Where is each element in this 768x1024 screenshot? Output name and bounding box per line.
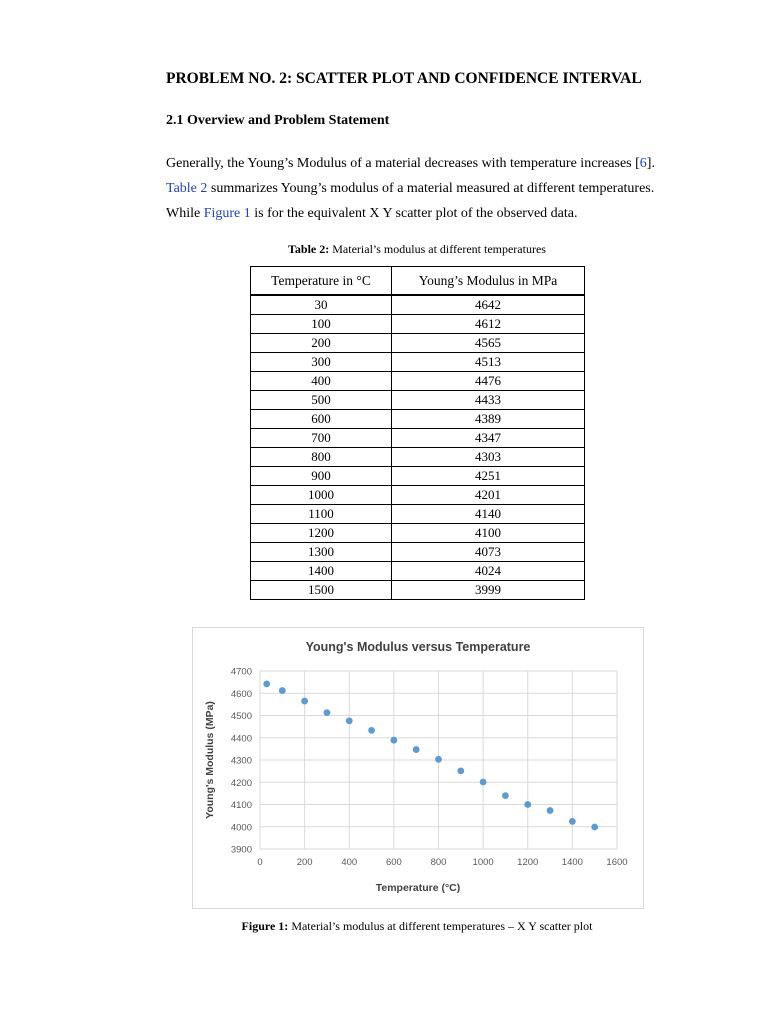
modulus-cell: 3999 [392, 581, 585, 600]
data-point [368, 727, 375, 734]
x-tick-label: 1200 [517, 857, 539, 868]
y-axis-label: Young's Modulus (MPa) [204, 701, 216, 819]
modulus-cell: 4347 [392, 429, 585, 448]
temperature-cell: 1100 [251, 505, 392, 524]
temperature-cell: 1000 [251, 486, 392, 505]
column-header-modulus: Young’s Modulus in MPa [392, 267, 585, 296]
table-row [251, 372, 585, 391]
x-tick-label: 800 [430, 857, 447, 868]
data-point [457, 768, 464, 775]
table-row [251, 486, 585, 505]
paragraph-text: Generally, the Young’s Modulus of a material decreases with temperature increases [ [166, 156, 640, 171]
table-row [251, 410, 585, 429]
table-caption-label: Table 2: [288, 242, 330, 256]
paragraph-line-3 [166, 201, 686, 226]
y-tick-label: 4500 [230, 711, 252, 722]
data-point [480, 779, 487, 786]
data-point [263, 681, 270, 688]
modulus-cell: 4073 [392, 543, 585, 562]
page-heading: PROBLEM NO. 2: SCATTER PLOT AND CONFIDENCE INTERVAL [166, 70, 642, 87]
temperature-cell: 1300 [251, 543, 392, 562]
temperature-cell: 700 [251, 429, 392, 448]
data-point [301, 698, 308, 705]
table-row [251, 295, 585, 315]
temperature-cell: 800 [251, 448, 392, 467]
table-row [251, 429, 585, 448]
data-point [524, 801, 531, 808]
modulus-cell: 4024 [392, 562, 585, 581]
modulus-cell: 4251 [392, 467, 585, 486]
paragraph-text: is for the equivalent X Y scatter plot of the observed data. [250, 206, 578, 221]
modulus-table [250, 266, 585, 600]
modulus-cell: 4389 [392, 410, 585, 429]
x-tick-label: 400 [341, 857, 358, 868]
section-heading: 2.1 Overview and Problem Statement [166, 113, 390, 128]
data-point [591, 824, 598, 831]
x-tick-label: 200 [296, 857, 313, 868]
paragraph-text: ]. [646, 156, 655, 171]
data-point [435, 756, 442, 763]
data-point [390, 737, 397, 744]
temperature-cell: 100 [251, 315, 392, 334]
modulus-cell: 4642 [392, 295, 585, 315]
data-point [413, 746, 420, 753]
y-tick-label: 4200 [230, 777, 252, 789]
table-caption-text: Material’s modulus at different temperatures [329, 242, 546, 256]
modulus-cell: 4100 [392, 524, 585, 543]
modulus-cell: 4513 [392, 353, 585, 372]
paragraph-line-2 [166, 176, 686, 201]
chart-title: Young's Modulus versus Temperature [305, 640, 531, 654]
column-header-temperature: Temperature in °C [251, 267, 392, 296]
x-tick-label: 600 [385, 857, 402, 868]
paragraph-text: summarizes Young’s modulus of a material measured at different temperatures. [207, 181, 655, 196]
table-link[interactable]: Table 2 [166, 181, 208, 196]
table-row [251, 315, 585, 334]
modulus-cell: 4565 [392, 334, 585, 353]
data-point [569, 818, 576, 825]
y-tick-label: 4100 [230, 800, 252, 811]
temperature-cell: 1400 [251, 562, 392, 581]
y-tick-label: 3900 [230, 844, 252, 856]
figure-caption-text: Material’s modulus at different temperatures – X Y scatter plot [288, 919, 593, 933]
temperature-cell: 200 [251, 334, 392, 353]
temperature-cell: 400 [251, 372, 392, 391]
temperature-cell: 1500 [251, 581, 392, 600]
temperature-cell: 30 [251, 295, 392, 315]
y-tick-label: 4300 [230, 755, 252, 767]
temperature-cell: 500 [251, 391, 392, 410]
x-tick-label: 1600 [606, 857, 628, 868]
x-axis-label: Temperature (°C) [375, 882, 461, 894]
modulus-cell: 4303 [392, 448, 585, 467]
y-tick-label: 4600 [230, 688, 252, 700]
data-point [324, 709, 331, 716]
data-point [279, 687, 286, 694]
modulus-cell: 4476 [392, 372, 585, 391]
modulus-cell: 4433 [392, 391, 585, 410]
data-point [346, 717, 353, 724]
modulus-cell: 4612 [392, 315, 585, 334]
x-tick-label: 1000 [472, 857, 494, 868]
reference-link[interactable]: 6 [639, 156, 647, 171]
table-caption [0, 242, 768, 257]
modulus-cell: 4201 [392, 486, 585, 505]
data-point [502, 792, 509, 799]
y-tick-label: 4700 [230, 666, 252, 678]
x-tick-label: 1400 [561, 857, 583, 868]
data-point [547, 807, 554, 814]
table-row [251, 581, 585, 600]
temperature-cell: 300 [251, 353, 392, 372]
table-row [251, 562, 585, 581]
temperature-cell: 1200 [251, 524, 392, 543]
table-body [251, 295, 585, 600]
figure-caption [0, 919, 768, 934]
x-tick-label: 0 [257, 857, 263, 868]
table-row [251, 391, 585, 410]
table-row [251, 505, 585, 524]
paragraph-text: While [166, 206, 204, 221]
temperature-cell: 900 [251, 467, 392, 486]
figure-caption-label: Figure 1: [241, 919, 289, 933]
paragraph-line-1 [166, 151, 686, 176]
table-row [251, 353, 585, 372]
scatter-chart [192, 627, 644, 909]
table-row [251, 448, 585, 467]
scatter-chart-svg [193, 628, 643, 908]
y-tick-label: 4000 [230, 822, 252, 834]
table-row [251, 543, 585, 562]
table-row [251, 467, 585, 486]
figure-link[interactable]: Figure 1 [203, 206, 251, 221]
temperature-cell: 600 [251, 410, 392, 429]
y-tick-label: 4400 [230, 733, 252, 745]
table-row [251, 524, 585, 543]
problem-statement [166, 151, 686, 226]
table-row [251, 334, 585, 353]
modulus-cell: 4140 [392, 505, 585, 524]
